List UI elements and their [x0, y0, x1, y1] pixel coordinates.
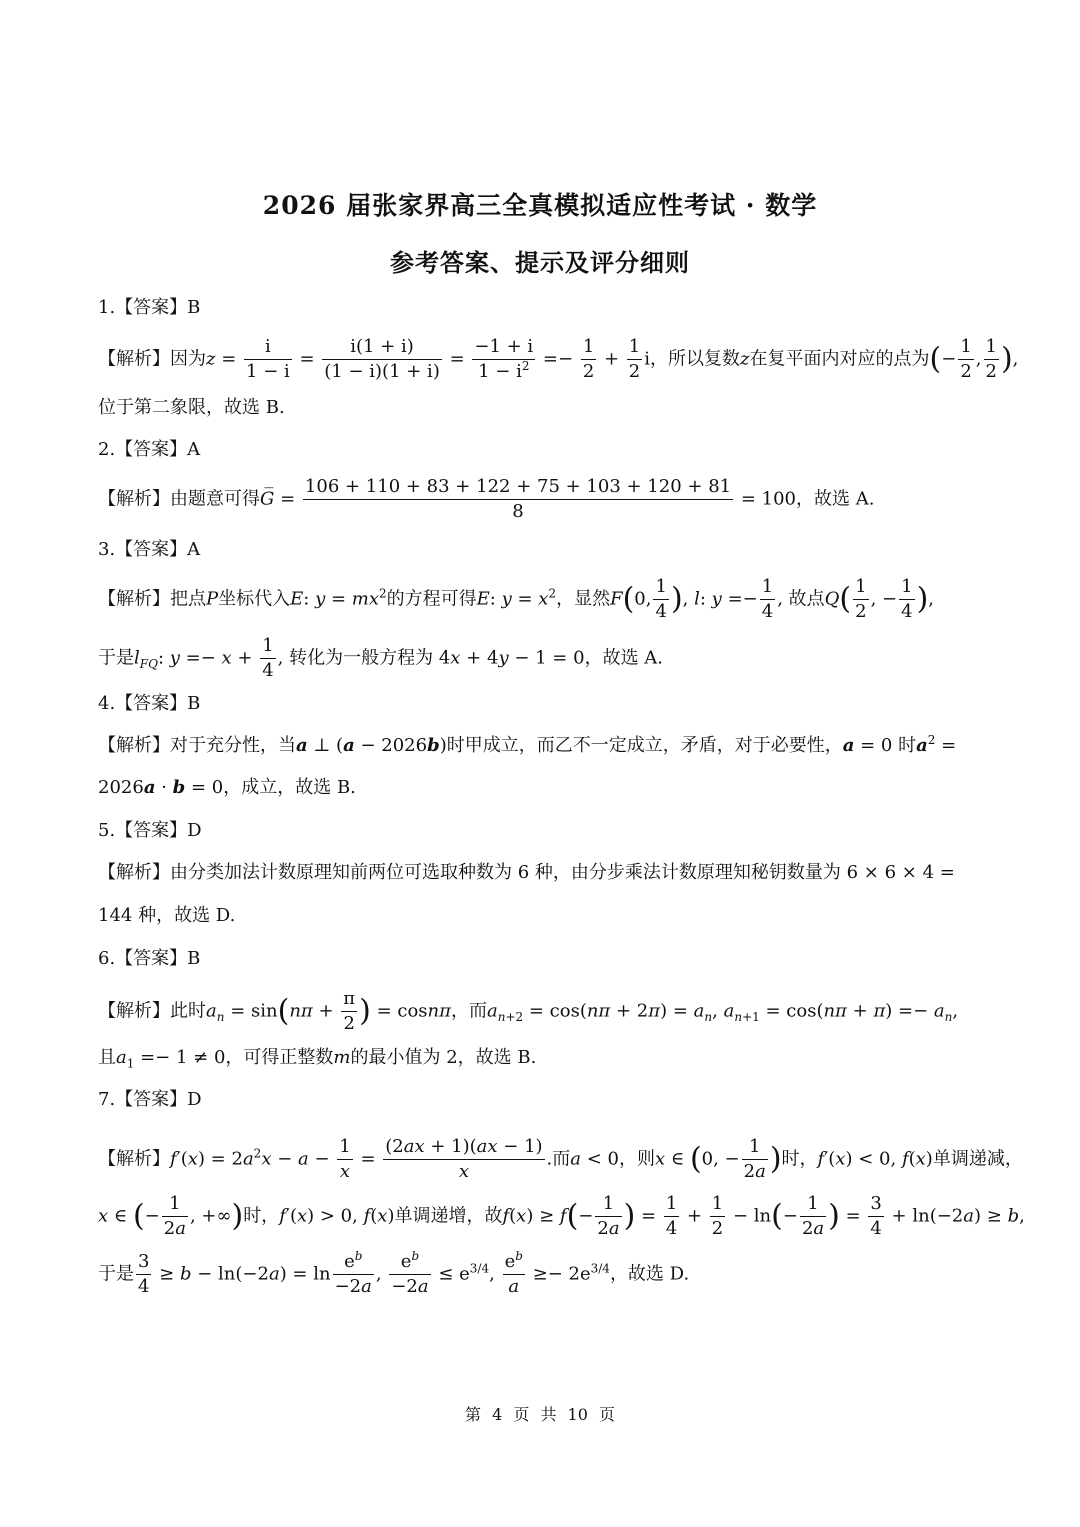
q7-text-3: 时，: [781, 1148, 818, 1170]
analysis-1-line-1: 【解析】因为z = $\frac{i}{1 - i}$ = $\frac{i(1 + i)}{(1 - i)(1 + i)}$ = $\frac{-1 + i}{1 - i^2}$ =− $\frac{1}{2}$ + $\frac{1}{2}$ i，所以复数z在复平面内对应的点为(− $\frac{1}{2}$ , $\frac{1}{2}$ ),: [98, 336, 1019, 382]
q3-text-6: 于是: [98, 647, 134, 669]
analysis-label: 【解析】: [98, 862, 170, 883]
analysis-5-line-1: [98, 860, 982, 886]
analysis-2: 【解析】由题意可得G̅ = $\frac{106 + 110 + 83 + 122 + 75 + 103 + 120 + 81}{8}$ = 100，故选 A.: [98, 476, 875, 522]
answer-1: 1.【答案】B: [98, 297, 201, 318]
analysis-label: 【解析】: [98, 488, 170, 510]
analysis-label: 【解析】: [98, 588, 170, 610]
analysis-3-line-2: 于是$l_{FQ}$: y =− x + $\frac{1}{4}$ , 转化为一般方程为 4x + 4y − 1 = 0，故选 A.: [98, 635, 664, 681]
q3-text-3: 的方程可得: [386, 588, 477, 610]
q5-line-2: 144 种，故选 D.: [98, 905, 236, 926]
q1-text-2: ，所以复数: [650, 348, 741, 370]
answer-5: 5.【答案】D: [98, 820, 202, 841]
q3-text-8: ，故选 A.: [584, 647, 664, 669]
q7-text-7: 于是: [98, 1263, 134, 1285]
analysis-6-line-2: 且$a_1 =- 1 \ne 0$，可得正整数m的最小值为 2，故选 B.: [98, 1047, 537, 1071]
q6-text-4: ，可得正整数: [225, 1047, 334, 1068]
q3-text-7: 转化为一般方程为: [289, 647, 434, 669]
answer-7: 7.【答案】D: [98, 1089, 202, 1110]
q5-line-1: 由分类加法计数原理知前两位可选取种数为 6 种，由分步乘法计数原理知秘钥数量为 6 × 6 × 4 =: [170, 862, 955, 883]
q2-text-1: 由题意可得: [170, 488, 260, 510]
q1-text-4: 位于第二象限，故选 B.: [98, 397, 285, 418]
q2-numerator: 106 + 110 + 83 + 122 + 75 + 103 + 120 + 81: [303, 478, 733, 500]
analysis-label: 【解析】: [98, 1000, 170, 1022]
q7-text-2: ，则: [619, 1148, 655, 1170]
q7-text-6: 单调递增，故: [394, 1205, 503, 1227]
q4-text-3: 时: [898, 735, 917, 756]
q3-text-2: 坐标代入: [218, 588, 291, 610]
q2-text-2: = 100，故选 A.: [740, 488, 875, 510]
q6-text-3: 且: [98, 1047, 116, 1068]
q3-text-4: ，显然: [556, 588, 611, 610]
q4-text-2: 时甲成立，而乙不一定成立，矛盾，对于必要性，: [446, 735, 843, 756]
q6-text-5: 的最小值为 2，故选 B.: [350, 1047, 537, 1068]
analysis-4-line-2: 2026a · b = 0，成立，故选 B.: [98, 777, 356, 798]
q3-text-5: 故点: [788, 588, 825, 610]
q1-text-3: 在复平面内对应的点为: [749, 348, 930, 370]
q4-text-4: ，成立，故选 B.: [223, 777, 356, 798]
analysis-7-line-3: 于是 $\frac{3}{4}$ ≥ b − ln(−2a) = ln $\frac{e^b}{-2a}$ , $\frac{e^b}{-2a}$ ≤ $e^{3/4}$, $\frac{e^b}{a}$ ≥− $2e^{3/4}$，故选 D.: [98, 1249, 690, 1297]
q7-text-1: 而: [552, 1148, 571, 1170]
page-title: 2026 届张家界高三全真模拟适应性考试 · 数学: [262, 191, 818, 220]
analysis-4-line-1: 【解析】对于充分性，当a ⊥ (a − 2026b)时甲成立，而乙不一定成立，矛盾，对于必要性，a = 0 时$a^2$ =: [98, 733, 957, 756]
q7-text-8: ，故选 D.: [609, 1263, 690, 1285]
q3-text-1: 把点: [170, 588, 206, 610]
q4-text-1: 对于充分性，当: [170, 735, 296, 756]
analysis-label: 【解析】: [98, 348, 170, 370]
q6-text-2: ，而: [450, 1000, 487, 1022]
q7-text-5: 时，: [243, 1205, 280, 1227]
q7-text-4: 单调递减，: [932, 1148, 1023, 1170]
analysis-label: 【解析】: [98, 735, 170, 756]
answer-6: 6.【答案】B: [98, 948, 201, 969]
page-subtitle: 参考答案、提示及评分细则: [390, 248, 690, 277]
analysis-6-line-1: 【解析】此时$a_n = \sin(n\pi$ + $\frac{\pi}{2}$ ) = cosnπ，而$a_{n+2} = \cos(n\pi + 2\pi) = a_n$, $a_{n+1} = \cos(n\pi + \pi) =- a_n$,: [98, 988, 959, 1034]
analysis-3-line-1: 【解析】把点P坐标代入E: $y = mx^2$的方程可得E: $y = x^2$，显然F(0, $\frac{1}{4}$ ), l: y =− $\frac{1}{4}$ , 故点Q( $\frac{1}{2}$ , − $\frac{1}{4}$ ),: [98, 576, 935, 622]
q1-text-1: 因为: [170, 348, 206, 370]
analysis-7-line-1: 【解析】$f'(x) = 2a^2x - a$ − $\frac{1}{x}$ = $\frac{(2ax + 1)(ax - 1)}{x}$ .而a < 0，则x ∈ (0, − $\frac{1}{2a}$ )时，f′(x) < 0, f(x)单调递减，: [98, 1136, 1023, 1182]
answer-4: 4.【答案】B: [98, 693, 201, 714]
analysis-label: 【解析】: [98, 1148, 170, 1170]
page-footer: 第 4 页 共 10 页: [465, 1405, 615, 1424]
q2-denominator: 8: [512, 501, 524, 522]
answer-2: 2.【答案】A: [98, 439, 201, 460]
answer-3: 3.【答案】A: [98, 539, 201, 560]
analysis-7-line-2: x ∈ (− $\frac{1}{2a}$ , +∞)时，f′(x) > 0, f(x)单调递增，故f(x) ≥ f(− $\frac{1}{2a}$ ) = $\frac{1}{4}$ + $\frac{1}{2}$ − ln(− $\frac{1}{2a}$ ) = $\frac{3}{4}$ + ln(−2a) ≥ b,: [98, 1193, 1025, 1239]
q6-text-1: 此时: [170, 1000, 206, 1022]
